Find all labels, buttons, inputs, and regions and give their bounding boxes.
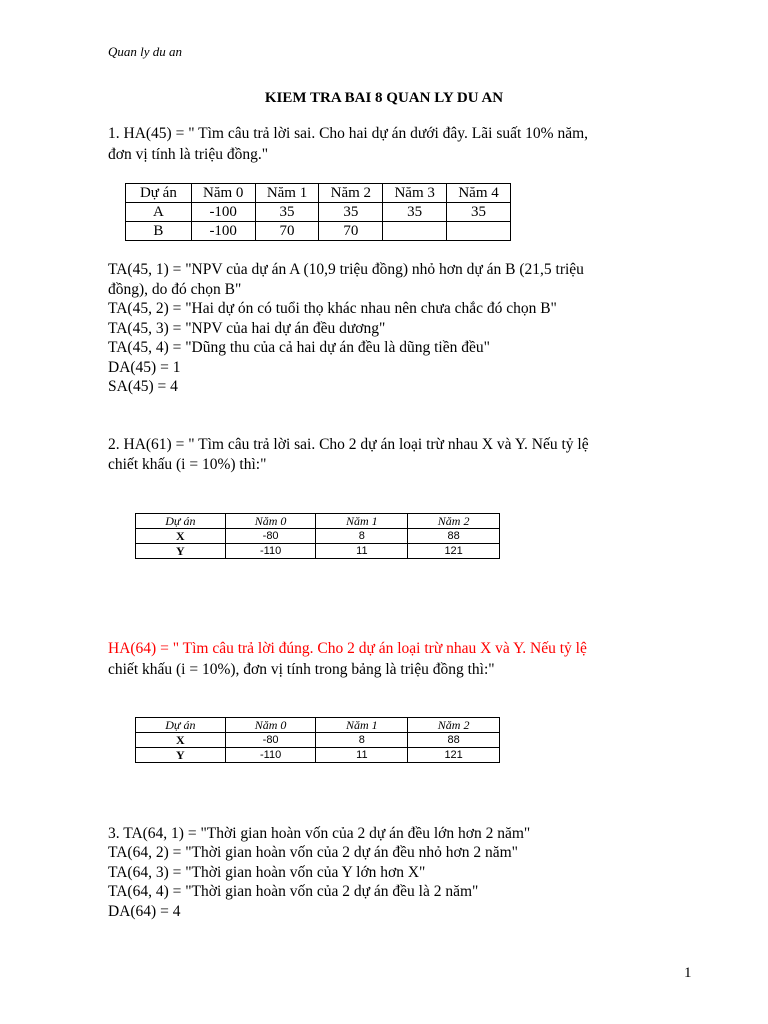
q1-question-line-1: 1. HA(45) = " Tìm câu trả lời sai. Cho hai dự án dưới đây. Lãi suất 10% năm,	[108, 125, 589, 142]
table-cell: 88	[408, 733, 500, 748]
table-header-cell: Năm 2	[408, 514, 500, 529]
q1-answer-1a: TA(45, 1) = "NPV của dự án A (10,9 triệu đồng) nhỏ hơn dự án B (21,5 triệu	[108, 261, 584, 278]
q1-question-line-2: đơn vị tính là triệu đồng."	[108, 146, 269, 163]
table-cell: 35	[255, 203, 319, 222]
table-header-row	[136, 718, 500, 733]
q3-answer-1: 3. TA(64, 1) = "Thời gian hoàn vốn của 2 dự án đều lớn hơn 2 năm"	[108, 825, 531, 842]
q1-wrong-answer: SA(45) = 4	[108, 378, 178, 395]
table-header-cell: Năm 2	[408, 718, 500, 733]
table-cell: X	[136, 529, 226, 544]
q1-answer-4: TA(45, 4) = "Dũng thu của cả hai dự án đều là dũng tiền đều"	[108, 339, 490, 356]
table-cell: 8	[316, 529, 408, 544]
table-cell: Y	[136, 748, 226, 763]
table-cell: 35	[319, 203, 383, 222]
q2-table	[135, 513, 500, 559]
table-row	[136, 544, 500, 559]
table-header-cell: Năm 0	[191, 184, 255, 203]
table-cell: A	[126, 203, 192, 222]
table-header-cell: Dự án	[126, 184, 192, 203]
table-header-cell: Năm 0	[225, 514, 316, 529]
table-header-cell: Dự án	[136, 514, 226, 529]
q2-question-line-2: chiết khấu (i = 10%) thì:"	[108, 456, 267, 473]
table-header-cell: Năm 0	[225, 718, 316, 733]
q3-question-line-1: HA(64) = " Tìm câu trả lời đúng. Cho 2 dự án loại trừ nhau X và Y. Nếu tỷ lệ	[108, 640, 587, 657]
q3-answer-4: TA(64, 4) = "Thời gian hoàn vốn của 2 dự án đều là 2 năm"	[108, 883, 479, 900]
table-cell: 121	[408, 748, 500, 763]
table-cell: 70	[319, 222, 383, 241]
table-cell: -110	[225, 748, 316, 763]
table-header-cell: Dự án	[136, 718, 226, 733]
table-cell: -100	[191, 222, 255, 241]
table-header-cell: Năm 1	[255, 184, 319, 203]
table-cell: -100	[191, 203, 255, 222]
q1-answer-1b: đồng), do đó chọn B"	[108, 281, 242, 298]
table-cell: 121	[408, 544, 500, 559]
table-row	[136, 748, 500, 763]
q3-correct-answer: DA(64) = 4	[108, 903, 181, 920]
table-cell: 70	[255, 222, 319, 241]
table-header-cell: Năm 1	[316, 514, 408, 529]
table-row	[136, 733, 500, 748]
table-header-cell: Năm 2	[319, 184, 383, 203]
page-title: KIEM TRA BAI 8 QUAN LY DU AN	[264, 90, 504, 106]
table-cell	[383, 222, 447, 241]
table-row	[136, 529, 500, 544]
table-row	[126, 203, 511, 222]
q3-question-line-2: chiết khấu (i = 10%), đơn vị tính trong bảng là triệu đồng thì:"	[108, 661, 495, 678]
table-cell: -110	[225, 544, 316, 559]
running-header: Quan ly du an	[108, 44, 183, 59]
q1-answer-3: TA(45, 3) = "NPV của hai dự án đều dương"	[108, 320, 386, 337]
table-cell: -80	[225, 529, 316, 544]
q1-table	[125, 183, 511, 241]
table-cell: -80	[225, 733, 316, 748]
table-cell: B	[126, 222, 192, 241]
table-header-row	[126, 184, 511, 203]
table-cell: 35	[447, 203, 511, 222]
q1-correct-answer: DA(45) = 1	[108, 359, 181, 376]
q3-answer-3: TA(64, 3) = "Thời gian hoàn vốn của Y lớn hơn X"	[108, 864, 426, 881]
table-row	[126, 222, 511, 241]
q2-question-line-1: 2. HA(61) = " Tìm câu trả lời sai. Cho 2 dự án loại trừ nhau X và Y. Nếu tỷ lệ	[108, 436, 589, 453]
page-number: 1	[684, 965, 692, 981]
table-cell: 8	[316, 733, 408, 748]
table-cell	[447, 222, 511, 241]
q3-table	[135, 717, 500, 763]
table-header-cell: Năm 3	[383, 184, 447, 203]
q1-answer-2: TA(45, 2) = "Hai dự ón có tuổi thọ khác nhau nên chưa chắc đó chọn B"	[108, 300, 557, 317]
table-header-cell: Năm 1	[316, 718, 408, 733]
table-cell: 35	[383, 203, 447, 222]
table-cell: X	[136, 733, 226, 748]
table-cell: 11	[316, 748, 408, 763]
table-header-row	[136, 514, 500, 529]
table-header-cell: Năm 4	[447, 184, 511, 203]
table-cell: 88	[408, 529, 500, 544]
table-cell: 11	[316, 544, 408, 559]
table-cell: Y	[136, 544, 226, 559]
q3-answer-2: TA(64, 2) = "Thời gian hoàn vốn của 2 dự án đều nhỏ hơn 2 năm"	[108, 844, 518, 861]
